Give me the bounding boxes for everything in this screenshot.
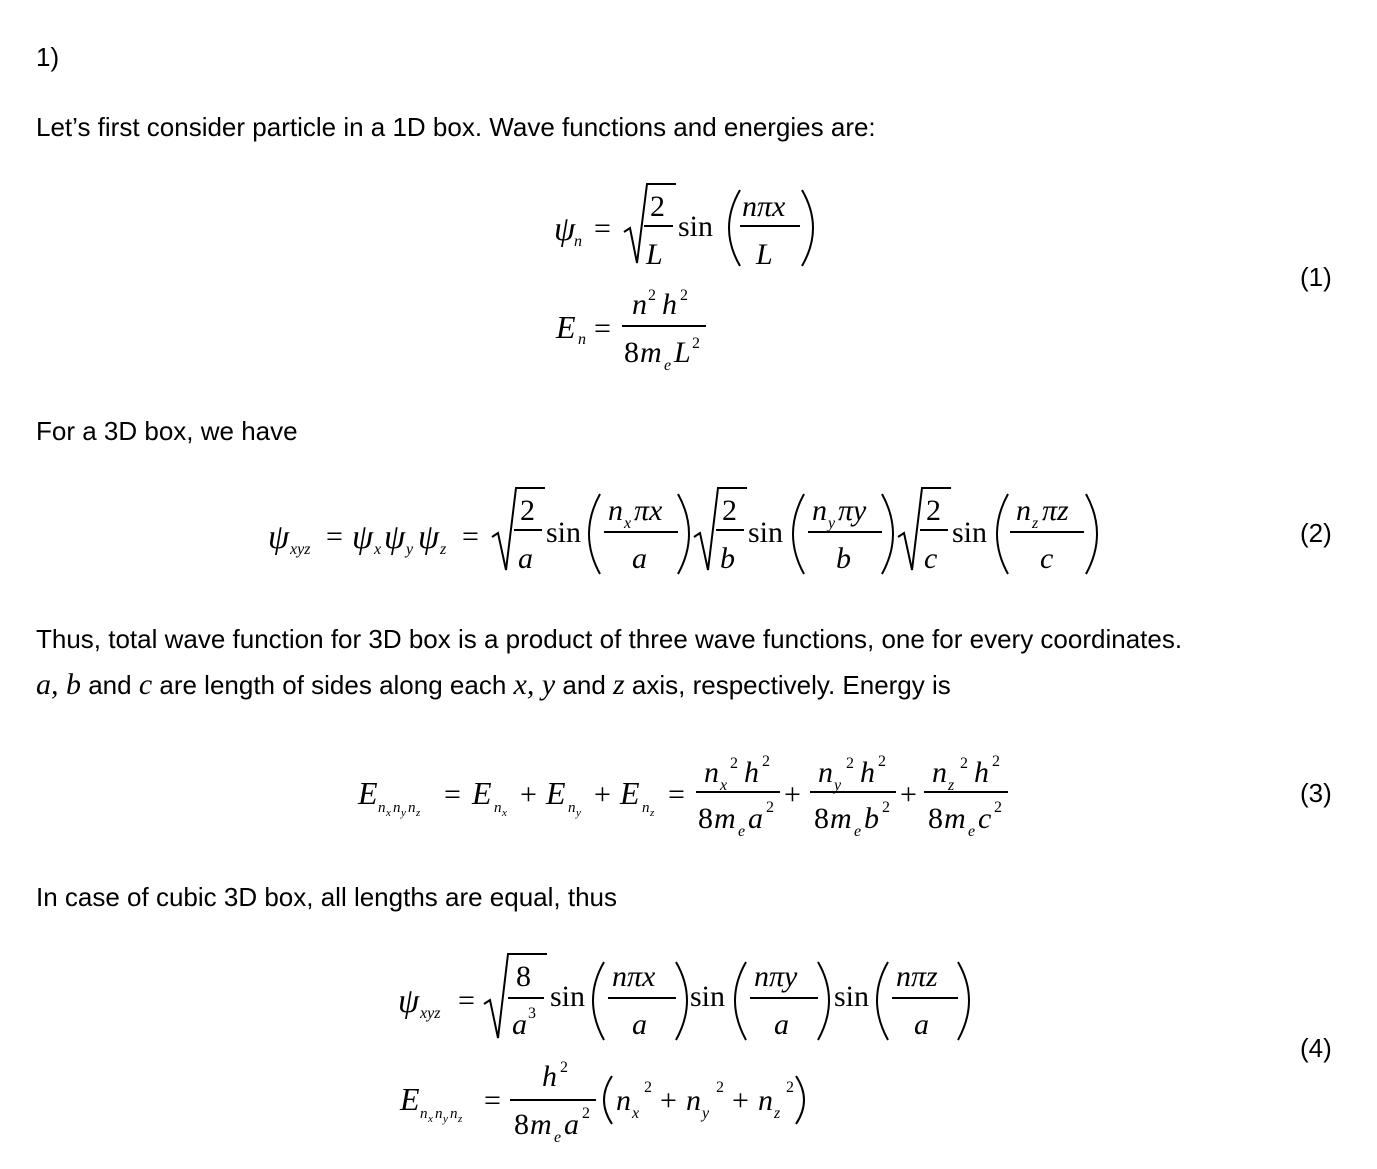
superscript: 2	[648, 287, 656, 304]
subscript: n	[642, 800, 650, 816]
numerator: h	[662, 288, 677, 321]
comma: ,	[526, 668, 542, 701]
symbol-psi: ψ	[554, 211, 576, 248]
denominator: m	[944, 802, 966, 835]
subscript: e	[664, 357, 672, 374]
denominator: c	[978, 802, 992, 835]
paren-left	[877, 962, 888, 1040]
subscript: n	[435, 1106, 443, 1122]
numerator: 8	[516, 960, 531, 993]
problem-label: 1)	[36, 42, 60, 72]
numerator: n	[932, 756, 947, 789]
numerator: πy	[838, 494, 867, 527]
paren-left	[589, 494, 600, 574]
equals-sign: =	[462, 520, 479, 553]
subscript: n	[578, 331, 586, 348]
symbol-E: E	[620, 775, 640, 811]
superscript: 2	[716, 1079, 724, 1096]
superscript: 2	[680, 287, 688, 304]
paren-left	[997, 494, 1008, 574]
denominator: m	[830, 802, 852, 835]
subscript: n	[568, 800, 576, 816]
sides-text: are length of sides along each	[152, 670, 514, 700]
numerator: h	[860, 756, 875, 789]
subscript: x	[624, 515, 632, 532]
denominator: b	[720, 542, 735, 575]
numerator: 2	[520, 494, 535, 527]
var-c: c	[138, 668, 153, 701]
denominator: L	[646, 238, 663, 271]
function-sin: sin	[690, 980, 726, 1013]
subscript: y	[401, 807, 406, 819]
term: n	[616, 1084, 631, 1117]
numerator: n	[1016, 494, 1031, 527]
subscript: e	[968, 823, 976, 840]
plus-sign: +	[784, 778, 801, 811]
subscript: x	[632, 1105, 640, 1122]
superscript: 2	[960, 755, 968, 772]
symbol-E: E	[358, 775, 378, 811]
paren-right	[882, 494, 893, 574]
denominator: 8	[698, 802, 713, 835]
function-sin: sin	[952, 516, 988, 549]
subscript: n	[378, 800, 386, 816]
function-sin: sin	[834, 980, 870, 1013]
term: n	[686, 1084, 701, 1117]
superscript: 2	[762, 753, 770, 770]
subscript: xyz	[420, 1005, 441, 1022]
subscript: n	[574, 233, 582, 250]
superscript: 2	[882, 799, 890, 816]
subscript: n	[494, 800, 502, 816]
subscript: x	[386, 807, 391, 819]
denominator: 8	[624, 336, 639, 369]
subscript: z	[440, 541, 447, 558]
numerator: n	[608, 494, 623, 527]
subscript: n	[393, 800, 401, 816]
paren-left	[593, 962, 604, 1040]
numerator: h	[974, 756, 989, 789]
subscript: e	[854, 823, 862, 840]
plus-sign: +	[732, 1084, 749, 1117]
symbol-E: E	[400, 1081, 420, 1117]
paragraph-3d-box: For a 3D box, we have	[36, 416, 298, 446]
paren-right	[1086, 494, 1097, 574]
superscript: 2	[560, 1059, 568, 1076]
paren-left	[604, 1076, 612, 1124]
denominator: a	[518, 542, 533, 575]
equation-number-4: (4)	[1300, 1033, 1332, 1063]
superscript: 2	[878, 753, 886, 770]
var-b: b	[66, 668, 81, 701]
superscript: 2	[644, 1079, 652, 1096]
denominator: b	[864, 802, 879, 835]
numerator: nπy	[754, 960, 798, 993]
numerator: 2	[650, 190, 665, 223]
paragraph-intro: Let’s first consider particle in a 1D box. Wave functions and energies are:	[36, 112, 876, 142]
var-y: y	[541, 668, 556, 701]
subscript: y	[828, 515, 836, 532]
denominator: 8	[514, 1108, 529, 1141]
word-and: and	[81, 670, 139, 700]
numerator: n	[704, 756, 719, 789]
numerator: n	[632, 288, 647, 321]
equation-number-3: (3)	[1300, 778, 1332, 808]
equals-sign: =	[444, 778, 461, 811]
denominator: a	[774, 1008, 789, 1041]
paren-right	[802, 190, 813, 266]
function-sin: sin	[550, 980, 586, 1013]
symbol-E: E	[472, 775, 492, 811]
symbol-psi: ψ	[384, 519, 406, 556]
var-a: a	[36, 668, 51, 701]
paren-right	[818, 962, 829, 1040]
denominator: 8	[928, 802, 943, 835]
subscript: y	[443, 1113, 448, 1125]
word-and: and	[555, 670, 613, 700]
equals-sign: =	[594, 312, 611, 345]
denominator: a	[632, 542, 647, 575]
subscript: z	[1032, 515, 1039, 532]
superscript: 2	[582, 1105, 590, 1122]
subscript: n	[420, 1106, 428, 1122]
denominator: a	[914, 1008, 929, 1041]
numerator: h	[542, 1060, 557, 1093]
equals-sign: =	[594, 212, 611, 245]
numerator: nπz	[896, 960, 938, 993]
denominator: b	[836, 542, 851, 575]
term: n	[758, 1084, 773, 1117]
superscript: 2	[766, 799, 774, 816]
subscript: x	[720, 777, 728, 794]
paren-left	[793, 494, 804, 574]
equation-number-2: (2)	[1300, 518, 1332, 548]
subscript: z	[458, 1113, 463, 1125]
subscript: y	[406, 541, 414, 558]
superscript: 2	[730, 755, 738, 772]
numerator: n	[812, 494, 827, 527]
subscript: z	[774, 1105, 781, 1122]
superscript: 2	[846, 755, 854, 772]
symbol-psi: ψ	[268, 519, 290, 556]
subscript: y	[834, 777, 842, 794]
denominator: a	[564, 1108, 579, 1141]
paragraph-cubic: In case of cubic 3D box, all lengths are equal, thus	[36, 882, 618, 912]
denominator: 8	[814, 802, 829, 835]
paren-right	[796, 1076, 804, 1124]
numerator: 2	[722, 494, 737, 527]
numerator: n	[818, 756, 833, 789]
equals-sign: =	[668, 778, 685, 811]
subscript: z	[948, 777, 955, 794]
superscript: 2	[994, 799, 1002, 816]
subscript: e	[738, 823, 746, 840]
superscript: 2	[786, 1079, 794, 1096]
function-sin: sin	[546, 516, 582, 549]
plus-sign: +	[900, 778, 917, 811]
subscript: n	[408, 800, 416, 816]
denominator: a	[632, 1008, 647, 1041]
symbol-E: E	[556, 309, 576, 345]
var-x: x	[513, 668, 527, 701]
denominator: a	[748, 802, 763, 835]
symbol-psi: ψ	[352, 519, 374, 556]
subscript: n	[450, 1106, 458, 1122]
paren-right	[676, 962, 687, 1040]
paren-left	[729, 190, 740, 266]
numerator: πx	[634, 494, 663, 527]
equation-number-1: (1)	[1300, 262, 1332, 292]
numerator: nπx	[742, 190, 786, 223]
numerator: h	[744, 756, 759, 789]
equals-sign: =	[458, 984, 475, 1017]
subscript: e	[554, 1129, 562, 1146]
numerator: πz	[1042, 494, 1069, 527]
subscript: z	[650, 807, 655, 819]
denominator: L	[756, 238, 773, 271]
paren-right	[958, 962, 969, 1040]
axis-text: axis, respectively. Energy is	[624, 670, 951, 700]
function-sin: sin	[678, 210, 714, 243]
paren-left	[735, 962, 746, 1040]
superscript: 2	[992, 753, 1000, 770]
subscript: y	[576, 807, 581, 819]
function-sin: sin	[748, 516, 784, 549]
var-z: z	[613, 668, 625, 701]
symbol-psi: ψ	[398, 983, 420, 1020]
denominator: L	[674, 336, 691, 369]
subscript: x	[428, 1113, 433, 1125]
subscript: x	[502, 807, 507, 819]
symbol-psi: ψ	[418, 519, 440, 556]
paren-right	[678, 494, 689, 574]
numerator: 2	[926, 494, 941, 527]
plus-sign: +	[520, 778, 537, 811]
superscript: 3	[528, 1005, 536, 1022]
denominator: c	[1040, 542, 1054, 575]
denominator: m	[640, 336, 662, 369]
subscript: y	[702, 1105, 710, 1122]
subscript: z	[416, 807, 421, 819]
denominator: m	[714, 802, 736, 835]
comma: ,	[51, 668, 66, 701]
equals-sign: =	[484, 1084, 501, 1117]
plus-sign: +	[660, 1084, 677, 1117]
denominator: a	[512, 1008, 527, 1041]
superscript: 2	[692, 335, 700, 352]
subscript: x	[374, 541, 382, 558]
denominator: m	[530, 1108, 552, 1141]
paragraph-product: Thus, total wave function for 3D box is a product of three wave functions, one for every coordinates.	[36, 624, 1183, 654]
numerator: nπx	[612, 960, 656, 993]
symbol-E: E	[546, 775, 566, 811]
equals-sign: =	[326, 520, 343, 553]
plus-sign: +	[594, 778, 611, 811]
subscript: xyz	[290, 541, 311, 558]
denominator: c	[924, 542, 938, 575]
